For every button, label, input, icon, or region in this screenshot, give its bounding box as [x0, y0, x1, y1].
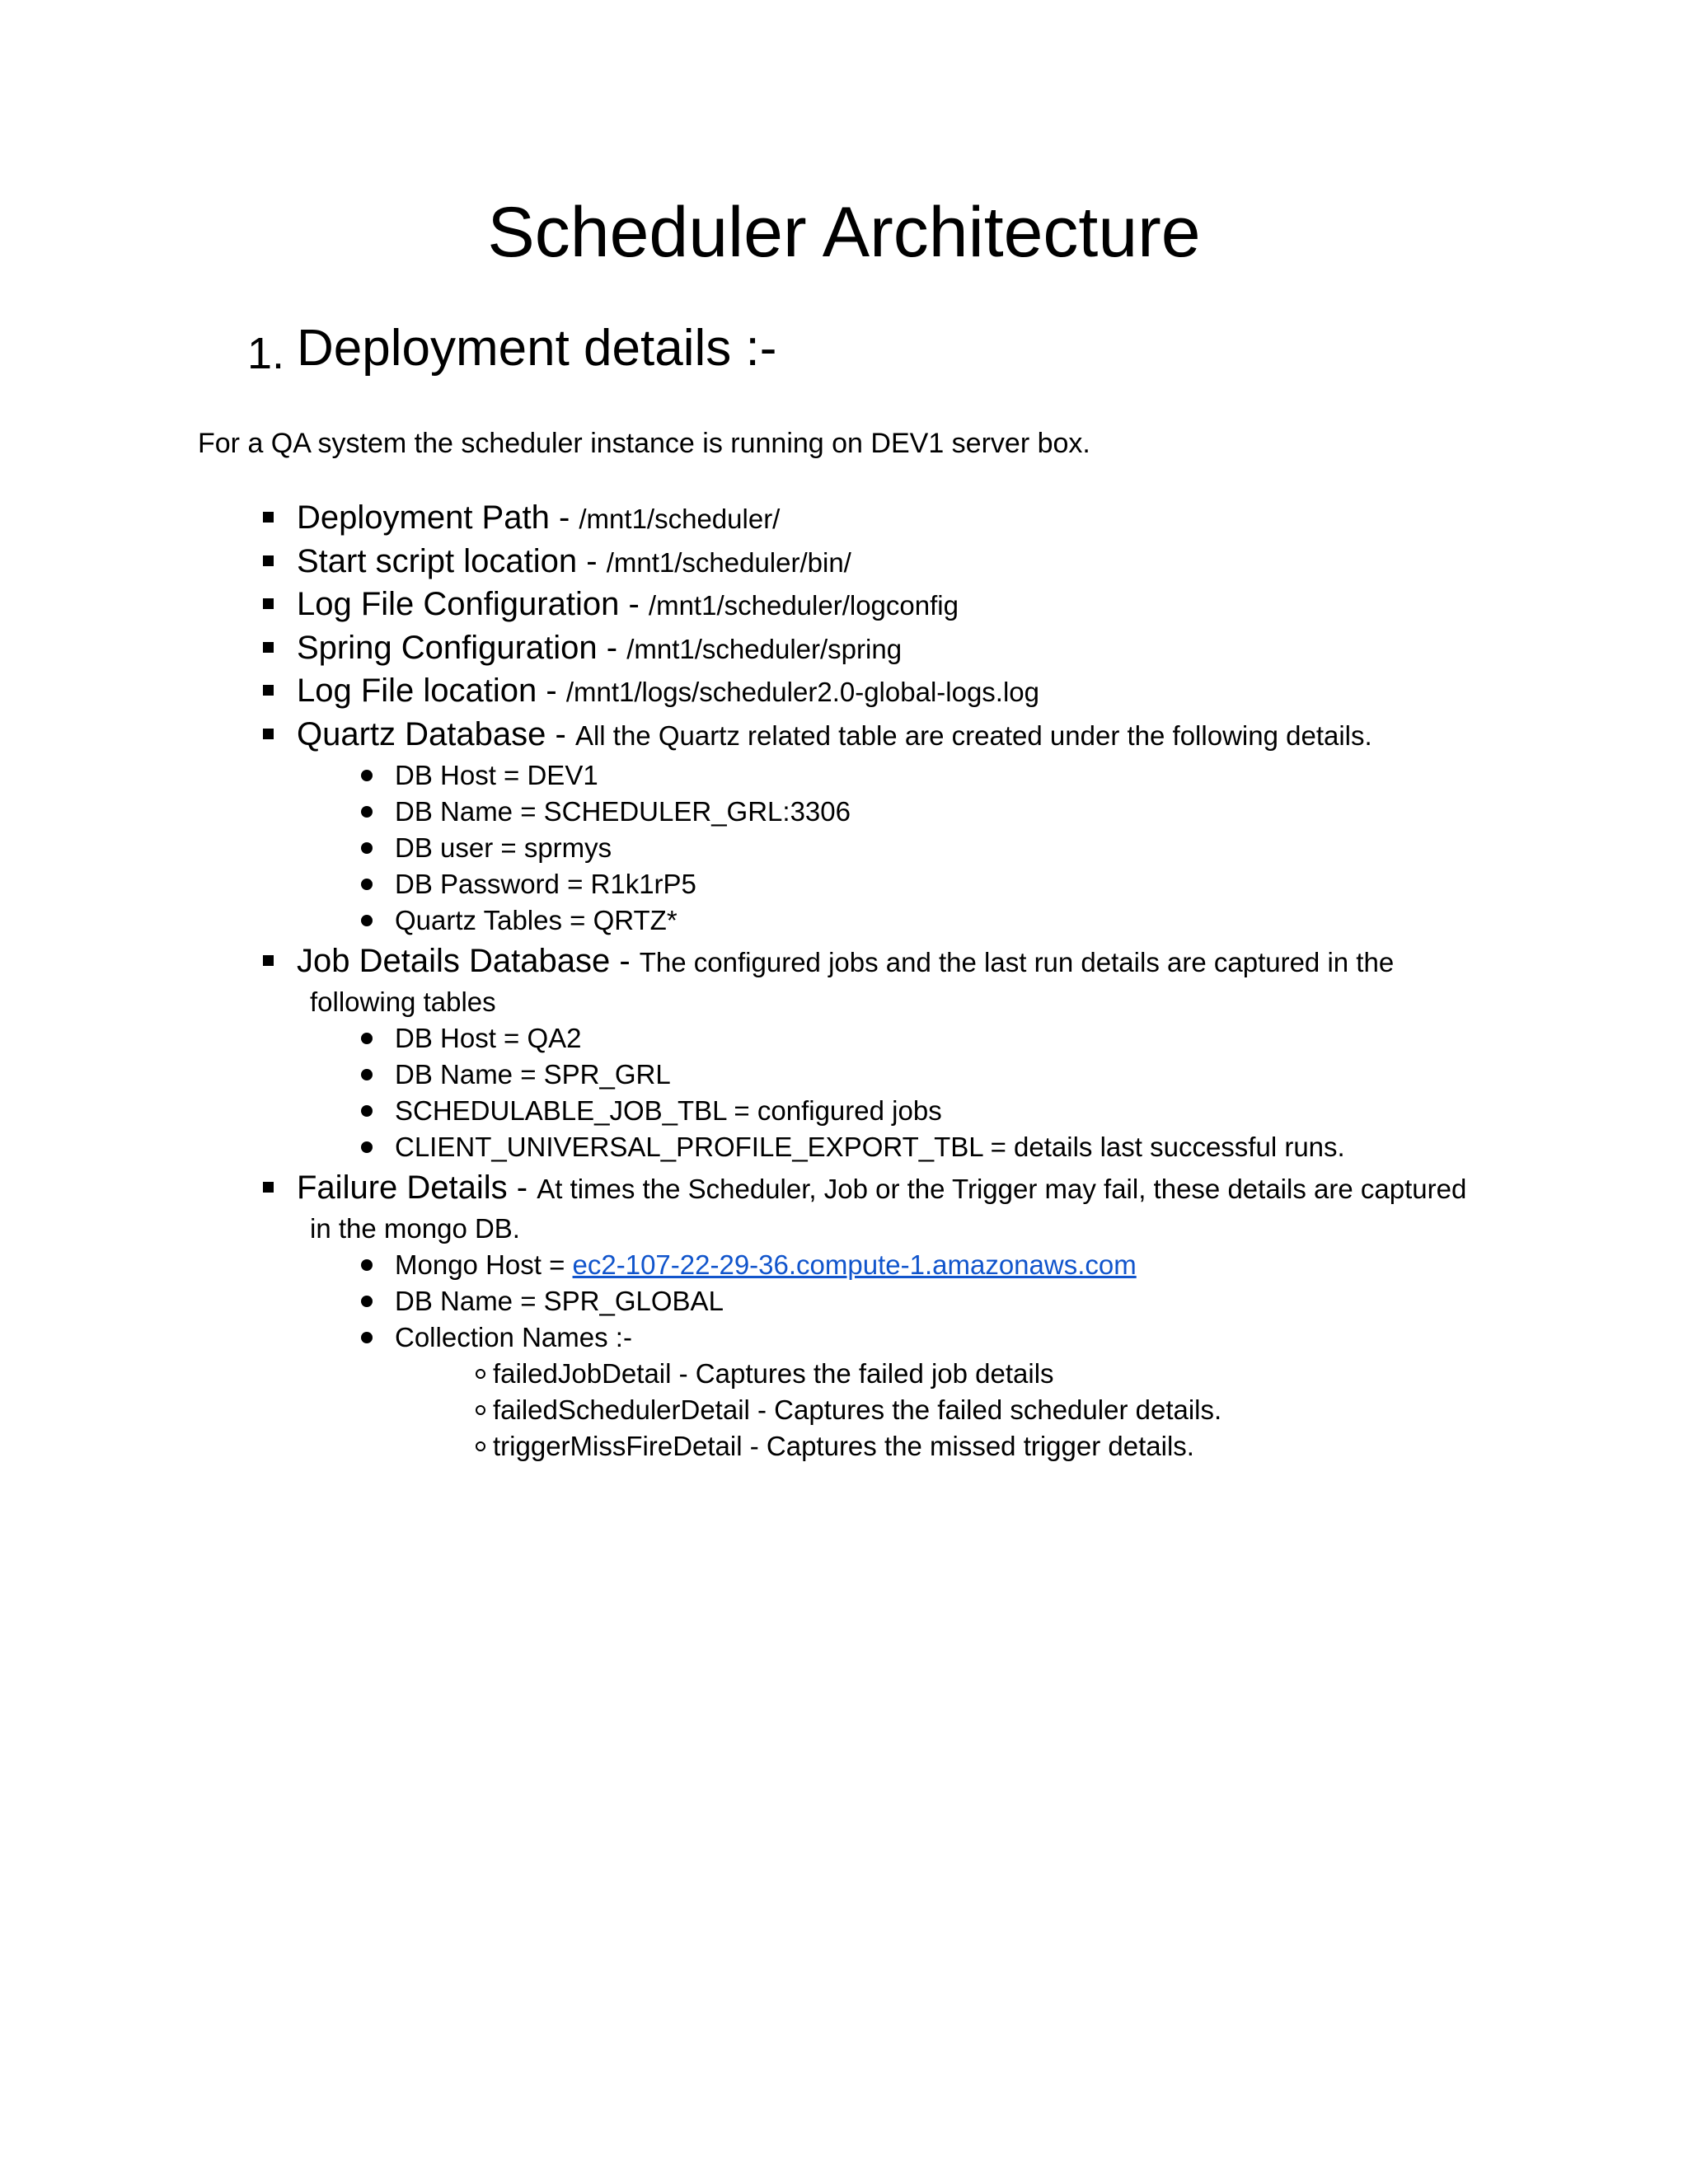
- intro-paragraph: For a QA system the scheduler instance is running on DEV1 server box.: [198, 428, 1090, 459]
- dot-bullet-icon: [361, 915, 373, 926]
- square-bullet-icon: [263, 729, 274, 739]
- square-bullet-icon: [263, 598, 274, 609]
- dot-bullet-icon: [361, 1296, 373, 1307]
- list-item-log-file-location: [297, 669, 1039, 719]
- square-bullet-icon: [263, 642, 274, 653]
- circle-bullet-icon: [476, 1441, 485, 1451]
- collection-item: failedJobDetail - Captures the failed job details: [493, 1358, 1054, 1389]
- item-separator: -: [577, 543, 607, 579]
- collection-item: failedSchedulerDetail - Captures the failed scheduler details.: [493, 1394, 1222, 1425]
- item-separator: -: [546, 716, 575, 752]
- item-separator: -: [537, 673, 566, 709]
- dot-bullet-icon: [361, 1033, 373, 1044]
- list-item-log-file-configuration: [297, 583, 959, 633]
- item-separator: -: [549, 499, 579, 536]
- item-separator: -: [597, 630, 627, 666]
- item-separator: -: [619, 586, 649, 622]
- collection-item: triggerMissFireDetail - Captures the missed trigger details.: [493, 1431, 1194, 1461]
- square-bullet-icon: [263, 512, 274, 523]
- circle-bullet-icon: [476, 1405, 485, 1415]
- dot-bullet-icon: [361, 1069, 373, 1080]
- item-value: /mnt1/scheduler/: [579, 504, 781, 534]
- item-label: Log File Configuration: [297, 586, 620, 622]
- sublist-item: Quartz Tables = QRTZ*: [395, 905, 678, 935]
- section-number: 1.: [247, 329, 285, 378]
- dot-bullet-icon: [361, 879, 373, 890]
- dot-bullet-icon: [361, 1105, 373, 1117]
- dot-bullet-icon: [361, 1141, 373, 1153]
- document-title: Scheduler Architecture: [487, 193, 1201, 272]
- sublist-item: DB Host = DEV1: [395, 760, 598, 790]
- sublist-item: DB Host = QA2: [395, 1023, 582, 1053]
- square-bullet-icon: [263, 685, 274, 696]
- item-value: /mnt1/scheduler/logconfig: [648, 590, 959, 621]
- square-bullet-icon: [263, 955, 274, 966]
- item-value: At times the Scheduler, Job or the Trigger may fail, these details are captured: [537, 1174, 1467, 1204]
- square-bullet-icon: [263, 555, 274, 566]
- sublist-item: DB Name = SPR_GLOBAL: [395, 1286, 724, 1316]
- item-separator: -: [507, 1169, 537, 1206]
- dot-bullet-icon: [361, 806, 373, 818]
- sublist-item: DB Name = SCHEDULER_GRL:3306: [395, 796, 851, 827]
- item-value: All the Quartz related table are created under the following details.: [574, 720, 1372, 751]
- mongo-host-link[interactable]: ec2-107-22-29-36.compute-1.amazonaws.com: [572, 1249, 1137, 1280]
- item-value-continuation: following tables: [310, 987, 496, 1017]
- dot-bullet-icon: [361, 1332, 373, 1343]
- sublist-item: Collection Names :-: [395, 1322, 632, 1352]
- dot-bullet-icon: [361, 1259, 373, 1271]
- sublist-item: SCHEDULABLE_JOB_TBL = configured jobs: [395, 1095, 942, 1126]
- item-label: Log File location: [297, 673, 537, 709]
- item-label: Job Details Database: [297, 943, 611, 979]
- item-label: Deployment Path: [297, 499, 550, 536]
- square-bullet-icon: [263, 1182, 274, 1193]
- mongo-host-label: Mongo Host =: [395, 1249, 573, 1280]
- sublist-item-mongo-host: [395, 1247, 1137, 1283]
- item-separator: -: [610, 943, 640, 979]
- list-item-job-details-database: [297, 940, 1394, 990]
- circle-bullet-icon: [476, 1369, 485, 1379]
- list-item-quartz-database: [297, 713, 1372, 763]
- item-value-continuation: in the mongo DB.: [310, 1213, 520, 1244]
- dot-bullet-icon: [361, 842, 373, 854]
- dot-bullet-icon: [361, 770, 373, 781]
- sublist-item: CLIENT_UNIVERSAL_PROFILE_EXPORT_TBL = details last successful runs.: [395, 1132, 1345, 1162]
- item-label: Spring Configuration: [297, 630, 598, 666]
- sublist-item: DB Password = R1k1rP5: [395, 869, 696, 899]
- list-item-deployment-path: [297, 496, 780, 546]
- sublist-item: DB user = sprmys: [395, 832, 612, 863]
- item-label: Failure Details: [297, 1169, 508, 1206]
- section-heading: Deployment details :-: [297, 320, 777, 377]
- item-value: /mnt1/scheduler/bin/: [606, 547, 851, 578]
- item-label: Start script location: [297, 543, 578, 579]
- sublist-item: DB Name = SPR_GRL: [395, 1059, 671, 1090]
- item-value: The configured jobs and the last run details are captured in the: [639, 947, 1395, 977]
- item-label: Quartz Database: [297, 716, 546, 752]
- item-value: /mnt1/scheduler/spring: [626, 634, 903, 664]
- item-value: /mnt1/logs/scheduler2.0-global-logs.log: [565, 677, 1040, 707]
- list-item-failure-details: [297, 1166, 1466, 1216]
